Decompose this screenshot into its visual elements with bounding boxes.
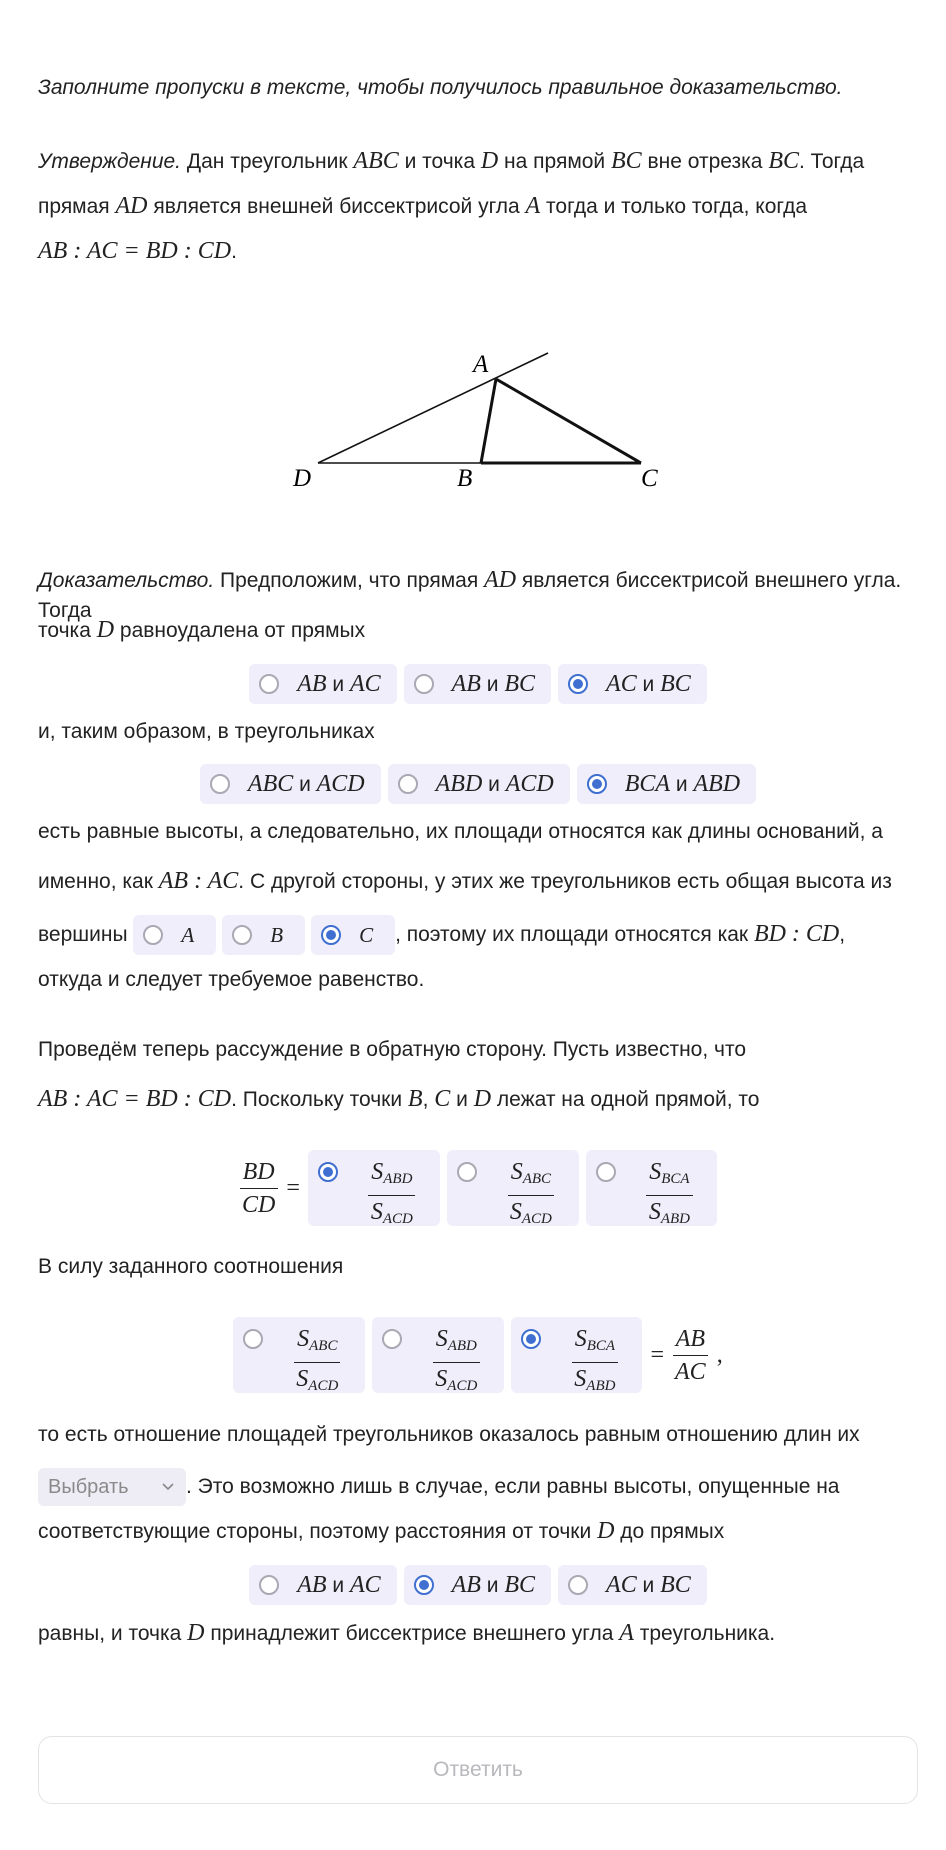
option-vertex-b[interactable]: B [222,915,305,955]
option-ab-ac[interactable]: AB и AC [249,1565,396,1605]
converse-line-7: равны, и точка D принадлежит биссектрисе внешнего угла A треугольника. [38,1620,776,1646]
converse-line-4: то есть отношение площадей треугольников оказалось равным отношению длин их [38,1423,860,1446]
equation-ratio-choice: $\frac{BD}{CD}$ = $\frac{S_{ABD}}{S_{ACD}}$ $\frac{S_{ABC}}{S_{ACD}}$ $\frac{S_{BCA}}{S_{ABD}}$ [38,1150,918,1226]
fraction-ab-ac: $\frac{AB}{AC}$ [672,1325,709,1386]
equation-given-ratio: $\frac{S_{ABC}}{S_{ACD}}$ $\frac{S_{ABD}}{S_{ACD}}$ $\frac{S_{BCA}}{S_{ABD}}$ = $\frac{AB}{AC}$ , [38,1317,918,1393]
label-d: D [293,465,312,492]
converse-line-6: соответствующие стороны, поэтому расстояния от точки D до прямых [38,1518,725,1544]
triangle-figure [0,340,946,500]
option-ab-bc[interactable]: AB и BC [404,664,551,704]
converse-line-3: В силу заданного соотношения [38,1255,344,1278]
option-ab-ac[interactable]: AB и AC [249,664,396,704]
option-bca-abd[interactable]: BCA и ABD [577,764,756,804]
radio-button[interactable] [414,674,434,694]
option-ac-bc[interactable]: AC и BC [558,1565,707,1605]
option-sabd-sacd[interactable]: $\frac{S_{ABD}}{S_{ACD}}$ [308,1150,440,1226]
radio-button[interactable] [210,774,230,794]
option-vertex-c[interactable]: C [311,915,395,955]
proof-line-4: есть равные высоты, а следовательно, их площади относятся как длины оснований, а [38,820,883,843]
label-a: A [473,351,489,378]
answer-button[interactable]: Ответить [38,1736,918,1804]
side-ac [496,379,641,463]
proof-line-2: точка D равноудалена от прямых [38,617,366,643]
side-ab [481,379,496,463]
external-bisector-line [318,353,548,463]
converse-line-5: Выбрать . Это возможно лишь в случае, если равны высоты, опущенные на [38,1467,918,1507]
radio-button-selected[interactable] [318,1162,338,1182]
choice-group-lines-2 [38,1565,918,1605]
proof-line-3: и, таким образом, в треугольниках [38,720,375,743]
option-sbca-sabd[interactable]: $\frac{S_{BCA}}{S_{ABD}}$ [511,1317,642,1393]
radio-button[interactable] [259,674,279,694]
radio-button-selected[interactable] [568,674,588,694]
radio-button[interactable] [398,774,418,794]
option-sabc-sacd[interactable]: $\frac{S_{ABC}}{S_{ACD}}$ [447,1150,579,1226]
proof-line-1: Доказательство. Предположим, что прямая AD является биссектрисой внешнего угла. Тогда [38,567,902,622]
converse-line-2: AB : AC = BD : CD. Поскольку точки B, C и D лежат на одной прямой, то [38,1086,760,1112]
option-abc-acd[interactable]: ABC и ACD [200,764,381,804]
option-abd-acd[interactable]: ABD и ACD [388,764,570,804]
radio-button[interactable] [457,1162,477,1182]
proof-line-6: вершины A B C , поэтому их площади относятся как BD : CD, [38,914,918,955]
radio-button[interactable] [568,1575,588,1595]
instruction: Заполните пропуски в тексте, чтобы получилось правильное доказательство. [38,76,843,99]
label-b: B [457,465,473,492]
radio-button-selected[interactable] [587,774,607,794]
radio-button[interactable] [243,1329,263,1349]
radio-button[interactable] [382,1329,402,1349]
fraction-bd-cd: $\frac{BD}{CD}$ [239,1158,278,1219]
radio-button-selected[interactable] [414,1575,434,1595]
converse-line-1: Проведём теперь рассуждение в обратную сторону. Пусть известно, что [38,1038,747,1061]
select-dropdown[interactable]: Выбрать [38,1468,186,1506]
label-c: C [641,465,658,492]
radio-button[interactable] [232,925,252,945]
option-ab-bc[interactable]: AB и BC [404,1565,551,1605]
radio-button-selected[interactable] [521,1329,541,1349]
option-vertex-a[interactable]: A [133,915,216,955]
radio-button[interactable] [259,1575,279,1595]
choice-group-lines-1 [38,664,918,704]
proof-line-7: откуда и следует требуемое равенство. [38,968,425,991]
option-sabc-sacd[interactable]: $\frac{S_{ABC}}{S_{ACD}}$ [233,1317,365,1393]
radio-button[interactable] [143,925,163,945]
option-ac-bc[interactable]: AC и BC [558,664,707,704]
option-sbca-sabd[interactable]: $\frac{S_{BCA}}{S_{ABD}}$ [586,1150,717,1226]
option-sabd-sacd[interactable]: $\frac{S_{ABD}}{S_{ACD}}$ [372,1317,504,1393]
radio-button-selected[interactable] [321,925,341,945]
chevron-down-icon [162,1483,174,1491]
proof-line-5: именно, как AB : AC. С другой стороны, у этих же треугольников есть общая высота из [38,868,892,894]
statement: Утверждение. Дан треугольник ABC и точка D на прямой BC вне отрезка BC. Тогда прямая AD является внешней биссектрисой угла A тогда и только тогда, когда AB : AC = BD : CD. [38,148,865,264]
radio-button[interactable] [596,1162,616,1182]
choice-group-triangles [38,764,918,804]
